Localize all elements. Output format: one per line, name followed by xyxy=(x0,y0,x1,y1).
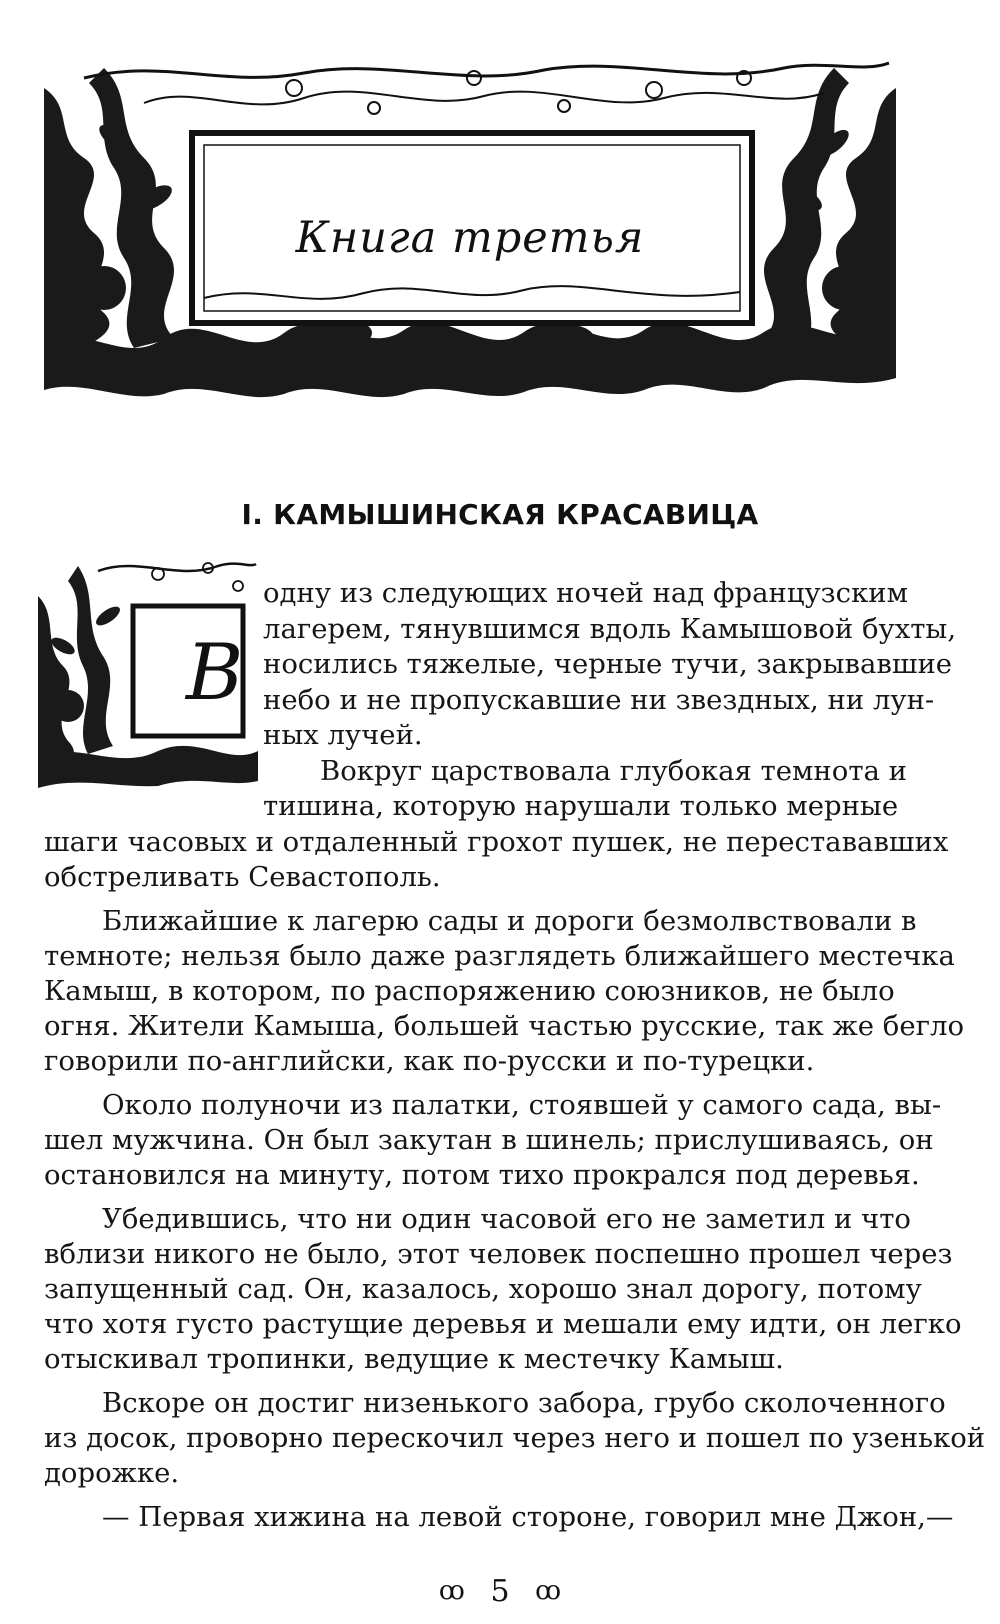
text-line: что хотя густо растущие деревья и мешали ему идти, он легко xyxy=(44,1308,962,1340)
text-line: тишина, которую нарушали только мерные xyxy=(263,790,899,822)
text-line: из досок, проворно перескочил через него и пошел по узенькой xyxy=(44,1422,986,1454)
text-line: говорили по-английски, как по-русски и по-турецки. xyxy=(44,1045,815,1077)
text-line: дорожке. xyxy=(44,1457,180,1489)
text-line: запущенный сад. Он, казалось, хорошо знал дорогу, потому xyxy=(44,1273,922,1305)
text-line: Около полуночи из палатки, стоявшей у самого сада, вы- xyxy=(102,1089,942,1121)
book-title: Книга третья xyxy=(295,213,645,263)
text-line: Вскоре он достиг низенького забора, грубо сколоченного xyxy=(102,1387,946,1419)
text-line: остановился на минуту, потом тихо прокрался под деревья. xyxy=(44,1159,920,1191)
text-line: обстреливать Севастополь. xyxy=(44,861,441,893)
text-line: шаги часовых и отдаленный грохот пушек, не перестававших xyxy=(44,826,949,858)
decorative-header-frame xyxy=(44,48,896,398)
text-line: лагерем, тянувшимся вдоль Камышовой бухты, xyxy=(263,613,957,645)
text-line: вблизи никого не было, этот человек поспешно прошел через xyxy=(44,1238,953,1270)
page-number: 5 xyxy=(490,1573,510,1609)
chapter-title: I. КАМЫШИНСКАЯ КРАСАВИЦА xyxy=(241,498,759,531)
text-line: Вокруг царствовала глубокая темнота и xyxy=(320,755,907,787)
text-line: Убедившись, что ни один часовой его не заметил и что xyxy=(102,1203,911,1235)
text-line: темноте; нельзя было даже разглядеть ближайшего местечка xyxy=(44,940,955,972)
text-line: одну из следующих ночей над французским xyxy=(263,577,908,609)
text-line: шел мужчина. Он был закутан в шинель; прислушиваясь, он xyxy=(44,1124,934,1156)
drop-cap-ornament xyxy=(38,556,258,788)
text-line: — Первая хижина на левой стороне, говорил мне Джон,— xyxy=(102,1501,954,1533)
text-line: Камыш, в котором, по распоряжению союзников, не было xyxy=(44,975,895,1007)
text-line: отыскивал тропинки, ведущие к местечку Камыш. xyxy=(44,1343,784,1375)
right-ornament-icon: ꝏ xyxy=(535,1576,562,1606)
text-line: носились тяжелые, черные тучи, закрывавшие xyxy=(263,648,953,680)
text-line: ных лучей. xyxy=(263,719,423,751)
drop-cap-letter: В xyxy=(186,628,244,718)
text-line: небо и не пропускавшие ни звездных, ни лун- xyxy=(263,684,935,716)
text-line: Ближайшие к лагерю сады и дороги безмолвствовали в xyxy=(102,905,917,937)
page-folio xyxy=(0,1572,1000,1609)
text-line: огня. Жители Камыша, большей частью русские, так же бегло xyxy=(44,1010,965,1042)
left-ornament-icon: ꝏ xyxy=(438,1576,465,1606)
